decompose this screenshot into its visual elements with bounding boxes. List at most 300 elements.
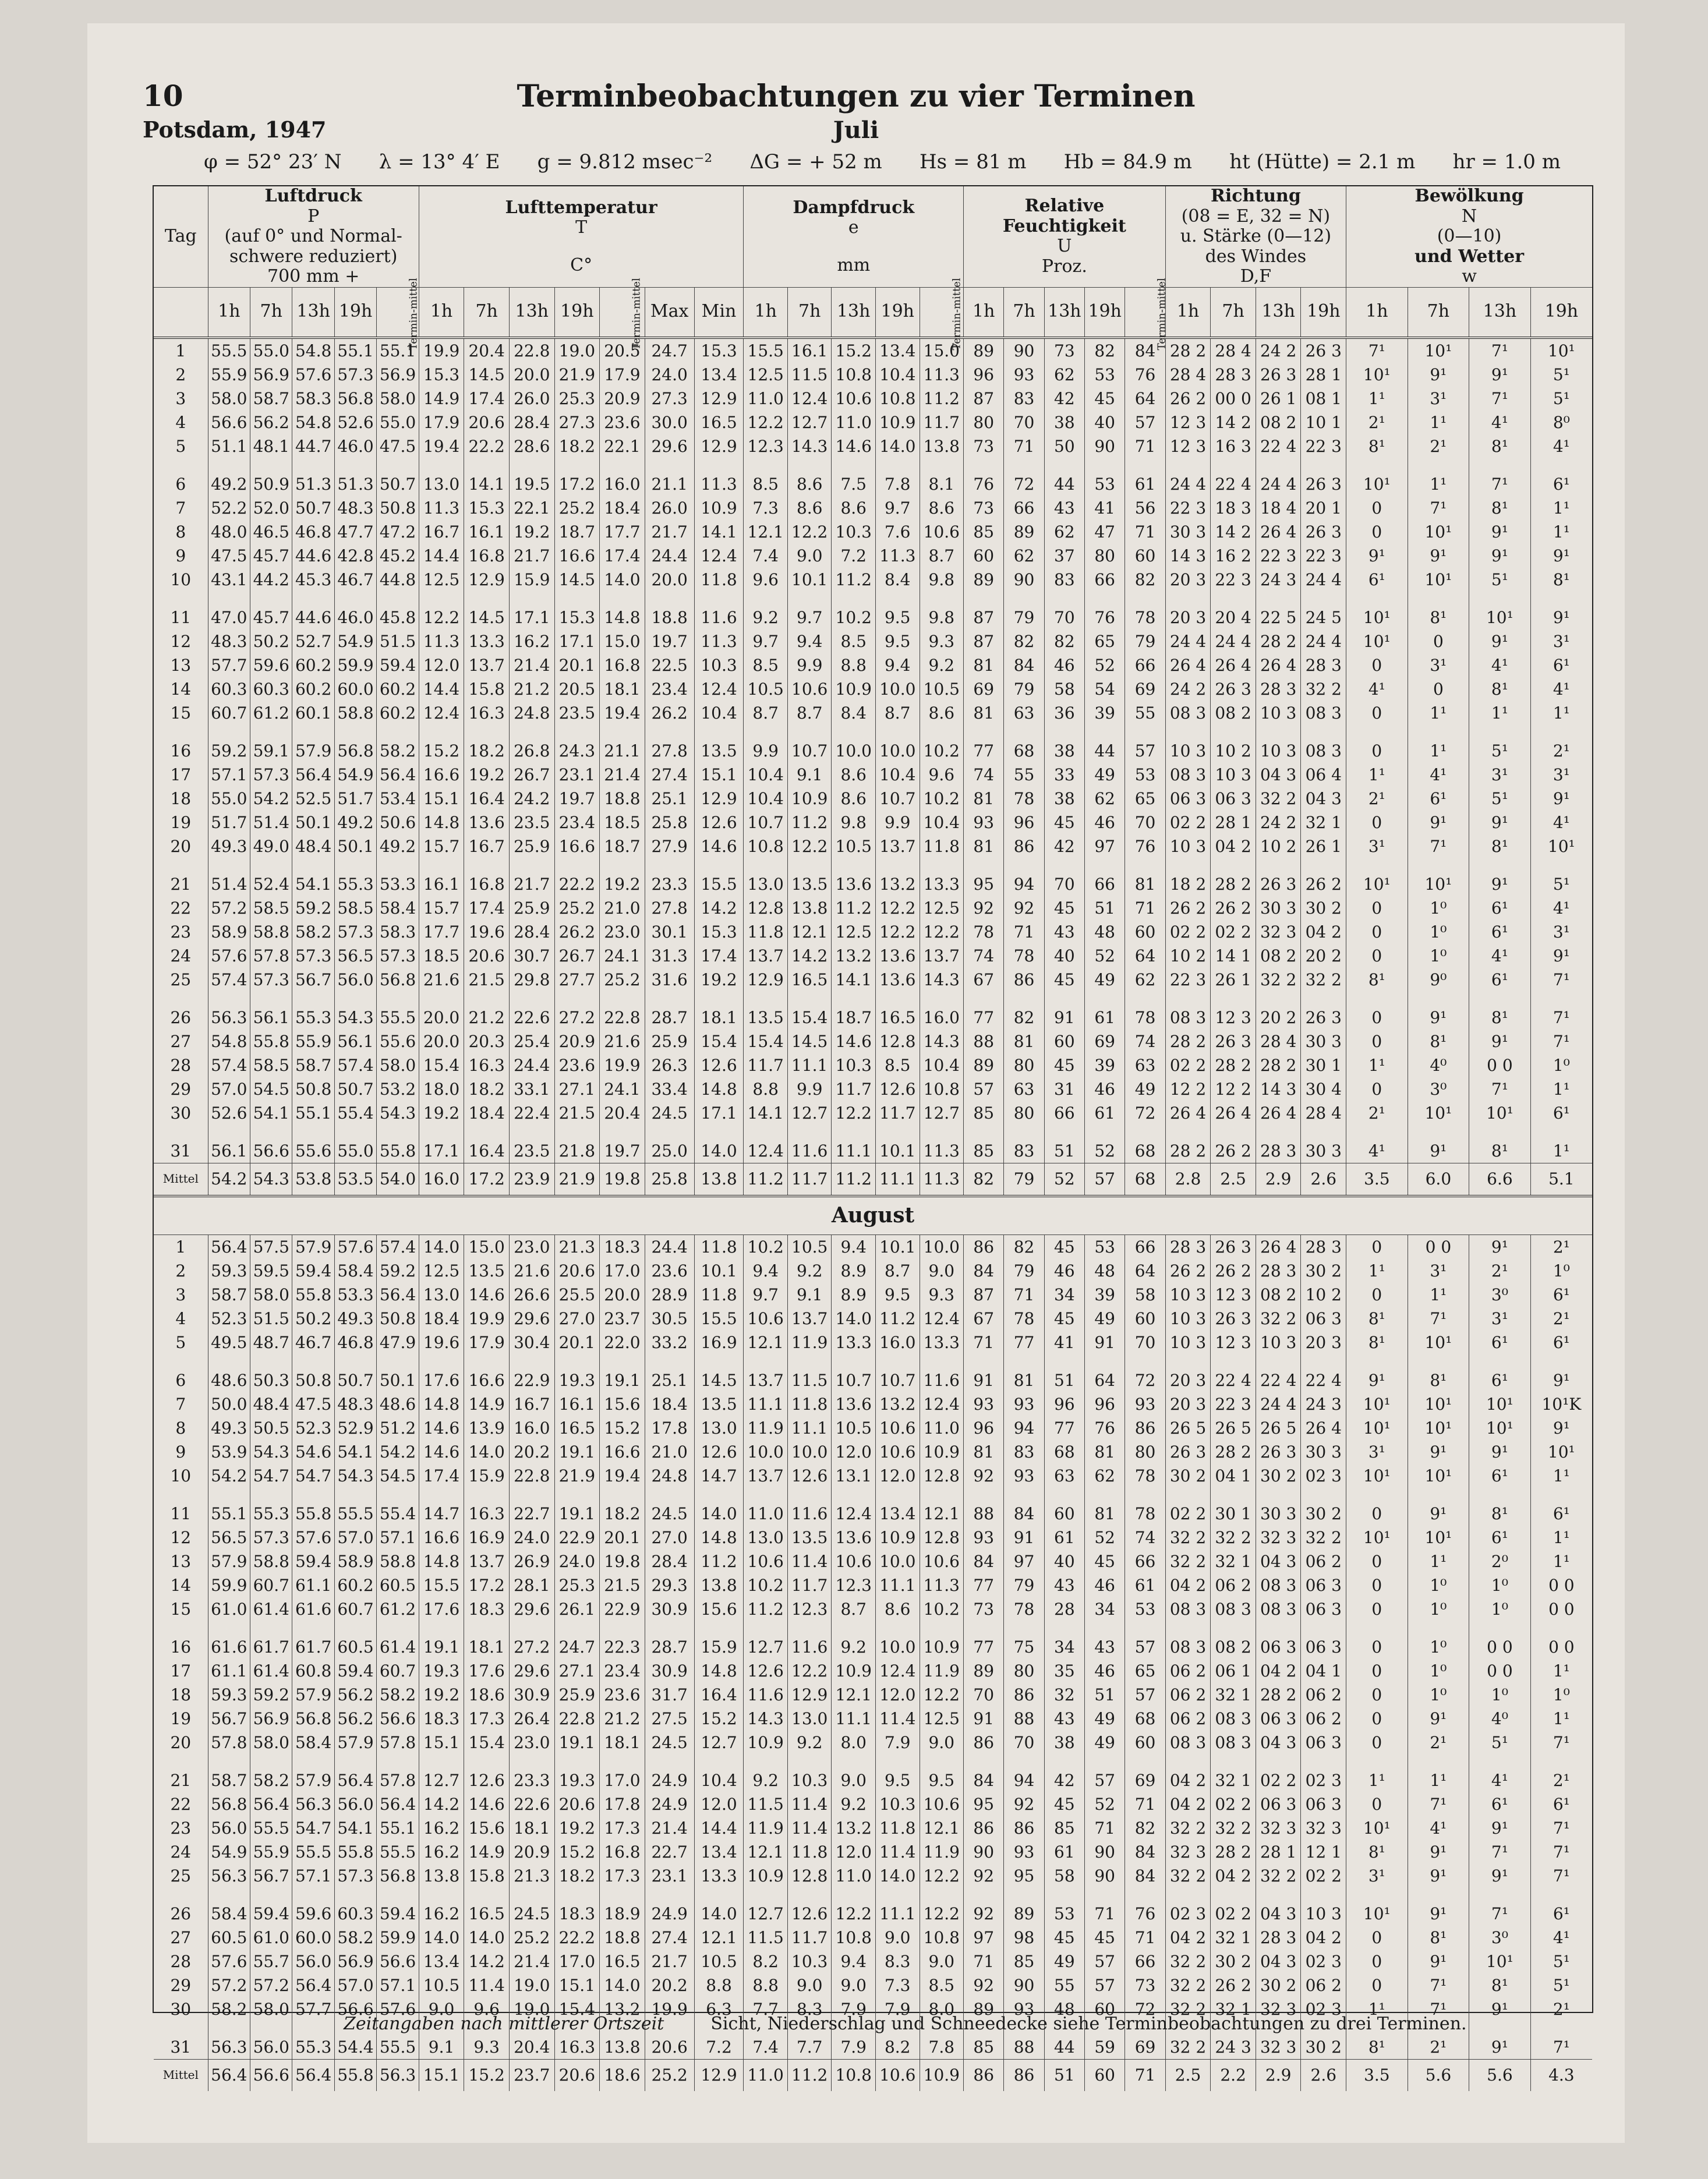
spacer-cell [1301, 858, 1346, 872]
spacer-cell [1211, 858, 1256, 872]
day-cell: 1 [175, 341, 186, 360]
value-cell: 0 [1408, 677, 1469, 701]
value-cell: 57.8 [208, 1731, 250, 1754]
value-cell: 10¹ [1408, 1526, 1469, 1550]
value-cell: 82 [1004, 1006, 1044, 1030]
value-cell: 1¹ [1408, 701, 1469, 725]
value-cell: 21.7 [509, 872, 554, 896]
value-cell: 12.9 [694, 2059, 744, 2091]
value-cell: 71 [964, 1950, 1004, 1973]
value-cell: 15.1 [694, 763, 744, 787]
value-cell: 16.6 [464, 1368, 510, 1392]
value-cell: 21.3 [509, 1864, 554, 1888]
value-cell: 64 [1085, 1368, 1125, 1392]
table-row [154, 1768, 1592, 1792]
value-cell: 15.2 [600, 1416, 645, 1440]
value-cell: 10¹ [1530, 834, 1592, 858]
value-cell: 60.7 [377, 1659, 419, 1683]
value-cell: 14.6 [419, 1416, 464, 1440]
group-spacer [154, 858, 1592, 872]
value-cell: 11.0 [744, 2059, 788, 2091]
value-cell: 96 [964, 363, 1004, 387]
value-cell: 85 [964, 1101, 1004, 1125]
value-cell: 20.6 [464, 411, 510, 434]
value-cell: 26 4 [1256, 520, 1301, 544]
value-cell: 56.8 [377, 1864, 419, 1888]
value-cell: 16.7 [464, 834, 510, 858]
value-cell: 53 [1044, 1902, 1084, 1926]
spacer-cell [832, 1125, 876, 1139]
spacer-cell [744, 1754, 788, 1768]
spacer-cell [1044, 1354, 1084, 1368]
spacer-cell [1125, 1621, 1165, 1635]
value-cell: 57.6 [208, 944, 250, 968]
value-cell: 66 [1085, 872, 1125, 896]
spacer-cell [1085, 1754, 1125, 1768]
subheader-cell [208, 287, 250, 338]
value-cell: 8.0 [832, 1731, 876, 1754]
value-cell: 70 [1125, 1331, 1165, 1354]
spacer-cell [787, 458, 832, 472]
table-row [154, 1502, 1592, 1526]
value-cell: 32 3 [1256, 1816, 1301, 1840]
value-cell: 0 [1346, 1973, 1408, 1997]
value-cell: 16.0 [509, 1416, 554, 1440]
value-cell: 54.5 [250, 1077, 292, 1101]
value-cell: 18.3 [600, 1234, 645, 1259]
value-cell: 20 4 [1211, 606, 1256, 629]
value-cell: 50.9 [250, 472, 292, 496]
value-cell: 19.7 [600, 1139, 645, 1163]
spacer-cell [377, 1754, 419, 1768]
value-cell: 78 [1125, 1006, 1165, 1030]
value-cell: 93 [964, 1392, 1004, 1416]
value-cell: 13.6 [875, 968, 920, 992]
value-cell: 17.4 [600, 544, 645, 568]
value-cell: 9.1 [787, 763, 832, 787]
value-cell: 25.9 [509, 896, 554, 920]
value-cell: 11.3 [419, 496, 464, 520]
value-cell: 73 [1044, 338, 1084, 363]
value-cell: 7¹ [1408, 496, 1469, 520]
table-row [154, 701, 1592, 725]
value-cell: 5¹ [1530, 1973, 1592, 1997]
value-cell: 56.9 [250, 363, 292, 387]
day-cell: 8 [175, 522, 186, 542]
value-cell: 20 3 [1165, 1392, 1211, 1416]
value-cell: 27.8 [645, 739, 694, 763]
value-cell: 92 [1004, 1792, 1044, 1816]
value-cell: 7¹ [1530, 1030, 1592, 1053]
value-cell: 51.1 [208, 434, 250, 458]
value-cell: 45 [1044, 811, 1084, 834]
value-cell: 10.2 [832, 606, 876, 629]
value-cell: 1¹ [1408, 739, 1469, 763]
value-cell: 7¹ [1530, 1864, 1592, 1888]
value-cell: 10¹ [1346, 1416, 1408, 1440]
spacer-cell [1530, 992, 1592, 1006]
spacer-cell [1469, 1888, 1531, 1902]
value-cell: 54.1 [292, 872, 334, 896]
value-cell: 13.5 [694, 739, 744, 763]
value-cell: 57.5 [250, 1234, 292, 1259]
value-cell: 8.0 [920, 1997, 964, 2021]
spacer-cell [832, 458, 876, 472]
value-cell: 55.5 [334, 1502, 376, 1526]
value-cell: 71 [1085, 1816, 1125, 1840]
value-cell: 30 2 [1301, 2035, 1346, 2060]
value-cell: 06 2 [1301, 1707, 1346, 1731]
value-cell: 7.5 [832, 472, 876, 496]
value-cell: 9.4 [832, 1950, 876, 1973]
value-cell: 20.9 [600, 387, 645, 411]
value-cell: 26 5 [1211, 1416, 1256, 1440]
spacer-cell [1004, 1354, 1044, 1368]
value-cell: 4¹ [1469, 653, 1531, 677]
value-cell: 59.4 [377, 1902, 419, 1926]
value-cell: 77 [964, 1006, 1004, 1030]
value-cell: 56.8 [292, 1707, 334, 1731]
table-row [154, 896, 1592, 920]
spacer-cell [250, 592, 292, 606]
spacer-cell [645, 592, 694, 606]
value-cell: 12.2 [419, 606, 464, 629]
value-cell: 32 2 [1211, 1816, 1256, 1840]
value-cell: 16.5 [600, 1950, 645, 1973]
spacer-cell [208, 992, 250, 1006]
table-row [154, 1307, 1592, 1331]
value-cell: 17.2 [554, 472, 600, 496]
value-cell: 12.1 [744, 520, 788, 544]
value-cell: 46 [1085, 811, 1125, 834]
spacer-cell [645, 1125, 694, 1139]
spacer-cell [1408, 1888, 1469, 1902]
value-cell: 25.3 [554, 1573, 600, 1597]
table-row [154, 520, 1592, 544]
value-cell: 14.2 [419, 1792, 464, 1816]
value-cell: 78 [964, 920, 1004, 944]
value-cell: 68 [1125, 1707, 1165, 1731]
header-wind-symbol: D,F [1240, 266, 1272, 286]
spacer-cell [1004, 858, 1044, 872]
spacer-cell [154, 1488, 208, 1502]
value-cell: 79 [1004, 1573, 1044, 1597]
value-cell: 86 [1004, 2059, 1044, 2091]
value-cell: 7.9 [832, 2035, 876, 2060]
spacer-cell [1085, 858, 1125, 872]
value-cell: 3¹ [1408, 653, 1469, 677]
table-row [154, 968, 1592, 992]
value-cell: 30 3 [1256, 1502, 1301, 1526]
value-cell: 11.4 [787, 1550, 832, 1573]
day-cell: 26 [170, 1007, 192, 1027]
value-cell: 17.3 [600, 1816, 645, 1840]
value-cell: 20.2 [509, 1440, 554, 1464]
value-cell: 22.0 [600, 1331, 645, 1354]
value-cell: 15.3 [694, 338, 744, 363]
value-cell: 27.0 [554, 1307, 600, 1331]
spacer-cell [1301, 1621, 1346, 1635]
value-cell: 0 0 [1530, 1597, 1592, 1621]
value-cell: 11.2 [832, 1163, 876, 1196]
spacer-cell [1346, 592, 1408, 606]
value-cell: 61.2 [250, 701, 292, 725]
day-cell: 24 [170, 1842, 192, 1862]
value-cell: 78 [1125, 1464, 1165, 1488]
value-cell: 12.4 [920, 1392, 964, 1416]
value-cell: 0 [1346, 811, 1408, 834]
value-cell: 58.5 [250, 896, 292, 920]
value-cell: 83 [1004, 1440, 1044, 1464]
value-cell: 11.7 [832, 1077, 876, 1101]
value-cell: 28.4 [509, 920, 554, 944]
value-cell: 82 [1044, 629, 1084, 653]
value-cell: 02 2 [1165, 811, 1211, 834]
table-row [154, 338, 1592, 363]
value-cell: 45 [1044, 1792, 1084, 1816]
subheader-label: 7h [1427, 301, 1450, 322]
value-cell: 1¹ [1530, 496, 1592, 520]
value-cell: 17.6 [419, 1368, 464, 1392]
value-cell: 69 [1125, 2035, 1165, 2060]
value-cell: 04 3 [1256, 1731, 1301, 1754]
value-cell: 16 2 [1211, 544, 1256, 568]
value-cell: 26 3 [1211, 1030, 1256, 1053]
value-cell: 47.5 [208, 544, 250, 568]
value-cell: 72 [1004, 472, 1044, 496]
value-cell: 93 [1004, 1997, 1044, 2021]
day-cell: 9 [175, 546, 186, 565]
value-cell: 85 [964, 1139, 1004, 1163]
value-cell: 50.1 [292, 811, 334, 834]
value-cell: 10¹ [1469, 1392, 1531, 1416]
value-cell: 9¹ [1530, 606, 1592, 629]
value-cell: 24.0 [645, 363, 694, 387]
value-cell: 89 [1004, 520, 1044, 544]
value-cell: 4.3 [1530, 2059, 1592, 2091]
value-cell: 79 [1004, 1163, 1044, 1196]
value-cell: 0 0 [1530, 1573, 1592, 1597]
value-cell: 22 3 [1301, 544, 1346, 568]
spacer-cell [964, 1354, 1004, 1368]
value-cell: 92 [964, 1864, 1004, 1888]
spacer-cell [1530, 1354, 1592, 1368]
value-cell: 08 3 [1211, 1597, 1256, 1621]
value-cell: 13.7 [464, 653, 510, 677]
value-cell: 54.2 [377, 1440, 419, 1464]
spacer-cell [1004, 725, 1044, 739]
value-cell: 0 [1346, 1597, 1408, 1621]
table-row [154, 1101, 1592, 1125]
spacer-cell [377, 458, 419, 472]
value-cell: 56.3 [208, 1006, 250, 1030]
spacer-cell [645, 1621, 694, 1635]
value-cell: 77 [1044, 1416, 1084, 1440]
day-cell: 22 [170, 898, 192, 918]
value-cell: 1⁰ [1530, 1259, 1592, 1283]
subheader-label: 1h [1366, 301, 1388, 322]
value-cell: 59.4 [334, 1659, 376, 1683]
value-cell: 56.3 [208, 2035, 250, 2060]
value-cell: 8¹ [1346, 434, 1408, 458]
value-cell: 11.1 [744, 1392, 788, 1416]
group-spacer [154, 1754, 1592, 1768]
value-cell: 12.8 [787, 1864, 832, 1888]
value-cell: 24 3 [1256, 568, 1301, 592]
spacer-cell [1044, 1125, 1084, 1139]
value-cell: 11.2 [875, 1307, 920, 1331]
value-cell: 26 2 [1301, 872, 1346, 896]
table-row [154, 1573, 1592, 1597]
value-cell: 20 3 [1165, 1368, 1211, 1392]
value-cell: 10 1 [1301, 411, 1346, 434]
day-cell: 29 [170, 1079, 192, 1099]
value-cell: 24.3 [554, 739, 600, 763]
value-cell: 30 3 [1301, 1139, 1346, 1163]
spacer-cell [154, 458, 208, 472]
day-cell: 1 [175, 1237, 186, 1257]
value-cell: 1¹ [1469, 701, 1531, 725]
value-cell: 61.2 [377, 1597, 419, 1621]
value-cell: 2.5 [1211, 1163, 1256, 1196]
spacer-cell [292, 1354, 334, 1368]
value-cell: 56.6 [250, 1139, 292, 1163]
value-cell: 86 [1004, 968, 1044, 992]
value-cell: 15.5 [694, 1307, 744, 1331]
value-cell: 1¹ [1530, 1464, 1592, 1488]
value-cell: 6¹ [1530, 1331, 1592, 1354]
value-cell: 58.7 [208, 1283, 250, 1307]
subheader-cell [1469, 287, 1531, 338]
value-cell: 80 [1004, 1101, 1044, 1125]
value-cell: 1¹ [1530, 1550, 1592, 1573]
value-cell: 57.9 [292, 1234, 334, 1259]
value-cell: 21.2 [509, 677, 554, 701]
value-cell: 56.5 [334, 944, 376, 968]
value-cell: 11.1 [875, 1573, 920, 1597]
value-cell: 88 [1004, 2035, 1044, 2060]
value-cell: 10¹ [1346, 1816, 1408, 1840]
value-cell: 14.7 [694, 1464, 744, 1488]
page-footer [151, 2014, 1590, 2034]
value-cell: 52.3 [208, 1307, 250, 1331]
spacer-cell [600, 1488, 645, 1502]
value-cell: 95 [964, 872, 1004, 896]
value-cell: 50.2 [292, 1307, 334, 1331]
spacer-cell [1346, 725, 1408, 739]
value-cell: 46 [1085, 1659, 1125, 1683]
spacer-cell [377, 1488, 419, 1502]
value-cell: 30 3 [1301, 1030, 1346, 1053]
value-cell: 4¹ [1469, 944, 1531, 968]
value-cell: 69 [1125, 1768, 1165, 1792]
value-cell: 12.5 [920, 896, 964, 920]
day-cell: 13 [170, 655, 192, 675]
value-cell: 02 2 [1165, 1053, 1211, 1077]
subheader-cell [645, 287, 694, 338]
spacer-cell [464, 858, 510, 872]
value-cell: 13.3 [694, 1864, 744, 1888]
spacer-cell [964, 592, 1004, 606]
value-cell: 26.0 [645, 496, 694, 520]
value-cell: 7¹ [1530, 1816, 1592, 1840]
value-cell: 5.1 [1530, 1163, 1592, 1196]
value-cell: 57.3 [334, 363, 376, 387]
value-cell: 28 3 [1165, 1234, 1211, 1259]
value-cell: 44 [1044, 2035, 1084, 2060]
value-cell: 10.7 [787, 739, 832, 763]
value-cell: 9¹ [1469, 872, 1531, 896]
value-cell: 13.2 [832, 1816, 876, 1840]
value-cell: 13.6 [875, 944, 920, 968]
value-cell: 51.7 [334, 787, 376, 811]
value-cell: 45 [1044, 1307, 1084, 1331]
value-cell: 24.0 [509, 1526, 554, 1550]
value-cell: 0 [1346, 1926, 1408, 1950]
value-cell: 57 [1125, 1683, 1165, 1707]
value-cell: 15.4 [694, 1030, 744, 1053]
group-spacer [154, 1888, 1592, 1902]
value-cell: 55.0 [334, 1139, 376, 1163]
value-cell: 40 [1085, 411, 1125, 434]
value-cell: 81 [1004, 1030, 1044, 1053]
value-cell: 18.1 [600, 677, 645, 701]
value-cell: 11.7 [875, 1101, 920, 1125]
value-cell: 04 3 [1256, 1902, 1301, 1926]
value-cell: 10¹ [1408, 1101, 1469, 1125]
value-cell: 18.4 [464, 1101, 510, 1125]
subheader-label: 13h [1261, 301, 1295, 322]
spacer-cell [208, 1621, 250, 1635]
value-cell: 04 3 [1256, 1550, 1301, 1573]
value-cell: 17.4 [464, 896, 510, 920]
spacer-cell [645, 992, 694, 1006]
value-cell: 49.2 [377, 834, 419, 858]
value-cell: 18.6 [600, 2059, 645, 2091]
spacer-cell [1165, 1754, 1211, 1768]
value-cell: 49.2 [208, 472, 250, 496]
value-cell: 10¹ [1346, 629, 1408, 653]
value-cell: 54.5 [377, 1464, 419, 1488]
table-row [154, 606, 1592, 629]
value-cell: 28 4 [1256, 1030, 1301, 1053]
value-cell: 10¹K [1530, 1392, 1592, 1416]
spacer-cell [1469, 1754, 1531, 1768]
value-cell: 70 [1004, 411, 1044, 434]
value-cell: 11.6 [920, 1368, 964, 1392]
value-cell: 34 [1085, 1597, 1125, 1621]
value-cell: 2⁰ [1469, 1550, 1531, 1573]
value-cell: 56.7 [292, 968, 334, 992]
value-cell: 83 [1044, 568, 1084, 592]
header-tag: Tag [164, 226, 197, 246]
spacer-cell [377, 1354, 419, 1368]
value-cell: 11.2 [744, 1597, 788, 1621]
param-gravity: g = 9.812 msec⁻² [537, 150, 713, 174]
value-cell: 20.6 [554, 2059, 600, 2091]
value-cell: 56.9 [334, 1950, 376, 1973]
value-cell: 19.2 [509, 520, 554, 544]
value-cell: 56.3 [292, 1792, 334, 1816]
value-cell: 26 4 [1256, 1234, 1301, 1259]
value-cell: 9¹ [1469, 363, 1531, 387]
value-cell: 11.8 [744, 920, 788, 944]
value-cell: 80 [1125, 1440, 1165, 1464]
day-cell: 11 [170, 1504, 192, 1523]
value-cell: 19.1 [419, 1635, 464, 1659]
value-cell: 80 [1004, 1659, 1044, 1683]
value-cell: 61.1 [292, 1573, 334, 1597]
